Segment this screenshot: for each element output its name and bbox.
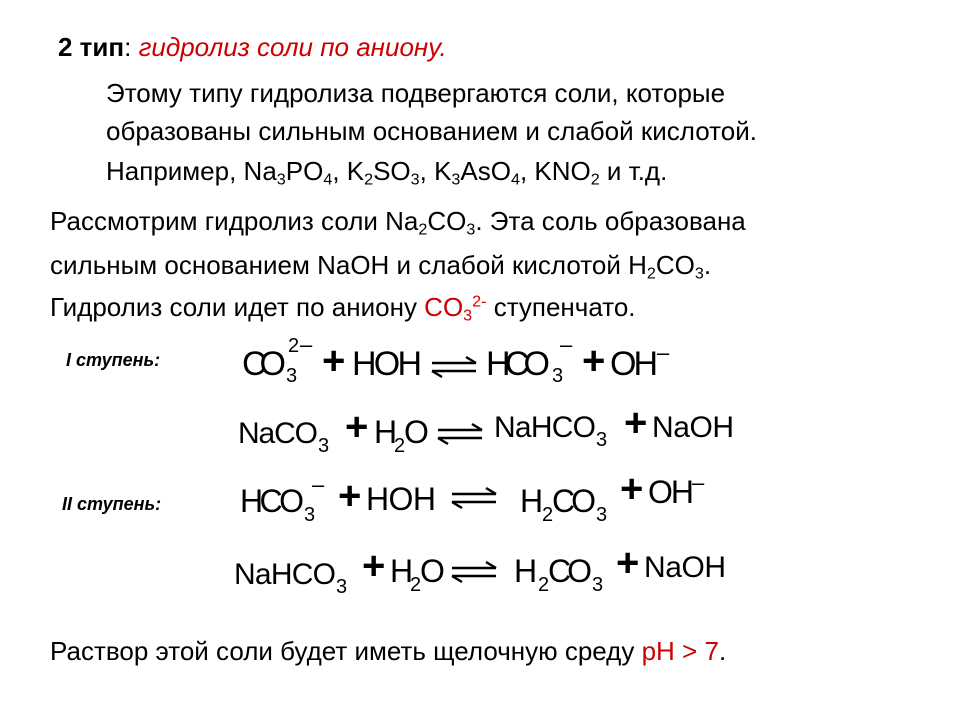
svg-text:CO: CO	[548, 553, 592, 589]
svg-text:2: 2	[542, 504, 554, 526]
svg-text:+: +	[624, 401, 648, 445]
svg-text:NaOH: NaOH	[652, 411, 734, 444]
svg-text:HOH: HOH	[352, 345, 422, 383]
intro-line-2: образованы сильным основанием и слабой кислотой.	[106, 116, 757, 146]
svg-text:H: H	[374, 414, 398, 450]
svg-text:3: 3	[596, 429, 608, 451]
stage-2-label: II ступень:	[62, 494, 162, 514]
heading-type: 2 тип	[58, 32, 125, 62]
svg-text:2: 2	[538, 574, 550, 596]
svg-text:2: 2	[394, 435, 406, 457]
formula-na3po4: $Na_3PO_4$, $K_2SO_3$, $K_3AsO_4$, $KNO_2$	[243, 156, 600, 189]
svg-text:–: –	[560, 332, 573, 357]
equation-stage2-molecular	[234, 541, 726, 598]
svg-text:3: 3	[318, 435, 330, 457]
consider-line-1-lead: Рассмотрим гидролиз соли	[50, 206, 386, 236]
svg-text:NaHCO: NaHCO	[494, 411, 596, 444]
equation-stage2-ionic	[240, 467, 705, 526]
svg-text:HCO: HCO	[240, 483, 304, 519]
svg-text:–: –	[300, 332, 313, 357]
svg-text:+: +	[345, 405, 369, 449]
svg-text:3: 3	[286, 365, 298, 387]
formula-h2co3: $H_2CO_3$	[628, 250, 704, 283]
svg-text:NaHCO: NaHCO	[234, 558, 336, 591]
conclusion-value: 7	[704, 636, 719, 666]
svg-text:CO: CO	[242, 345, 286, 383]
svg-text:3: 3	[336, 576, 348, 598]
svg-text:3: 3	[592, 574, 604, 596]
examples-lead: Например,	[106, 156, 244, 186]
svg-text:+: +	[620, 467, 644, 511]
consider-line-1-tail: . Эта соль образована	[475, 206, 746, 236]
svg-text:2: 2	[288, 335, 300, 357]
svg-text:OH: OH	[610, 345, 658, 383]
svg-text:H: H	[390, 553, 414, 589]
consider-line-2-lead: сильным основанием NaOH и слабой кислотой	[50, 250, 629, 280]
formula-co3-ion: $CO_3^{2-}$	[424, 292, 487, 325]
svg-text:+: +	[616, 541, 640, 585]
conclusion-gt: >	[674, 636, 705, 666]
consider-line-3-tail: ступенчато.	[486, 292, 636, 322]
formula-na2co3: $Na_2CO_3$	[385, 206, 476, 239]
svg-text:2: 2	[410, 574, 422, 596]
svg-text:–: –	[312, 472, 325, 497]
svg-text:HCO: HCO	[486, 345, 550, 383]
conclusion-lead: Раствор этой соли будет иметь щелочную среду	[50, 636, 642, 666]
svg-text:CO: CO	[552, 483, 596, 519]
equation-stage1-molecular	[238, 401, 734, 457]
stage-1-label: I ступень:	[66, 350, 161, 370]
svg-text:O: O	[404, 414, 429, 450]
examples-tail: и т.д.	[599, 156, 668, 186]
svg-text:HOH: HOH	[366, 481, 436, 517]
conclusion-line	[50, 634, 726, 668]
svg-text:NaCO: NaCO	[238, 417, 318, 450]
svg-text:O: O	[420, 553, 445, 589]
svg-text:NaOH: NaOH	[644, 551, 726, 584]
conclusion-end: .	[718, 636, 727, 666]
heading-title: гидролиз соли по аниону.	[138, 32, 447, 62]
consider-line-3-lead: Гидролиз соли идет по аниону	[50, 292, 425, 322]
svg-text:H: H	[520, 483, 544, 519]
svg-text:3: 3	[304, 504, 316, 526]
svg-text:OH: OH	[648, 474, 694, 510]
heading-colon: :	[124, 32, 139, 62]
svg-text:3: 3	[552, 365, 564, 387]
svg-text:+: +	[322, 339, 346, 383]
svg-text:3: 3	[596, 504, 608, 526]
svg-text:+: +	[338, 474, 362, 518]
equation-stage1-ionic	[242, 332, 670, 387]
consider-line-2-tail: .	[703, 250, 712, 280]
svg-text:–: –	[692, 470, 705, 495]
svg-text:H: H	[514, 553, 538, 589]
svg-text:+: +	[582, 339, 606, 383]
conclusion-ph: pH	[641, 636, 675, 666]
svg-text:–: –	[657, 340, 670, 365]
intro-line-1: Этому типу гидролиза подвергаются соли, которые	[106, 78, 726, 108]
svg-text:+: +	[362, 544, 386, 588]
